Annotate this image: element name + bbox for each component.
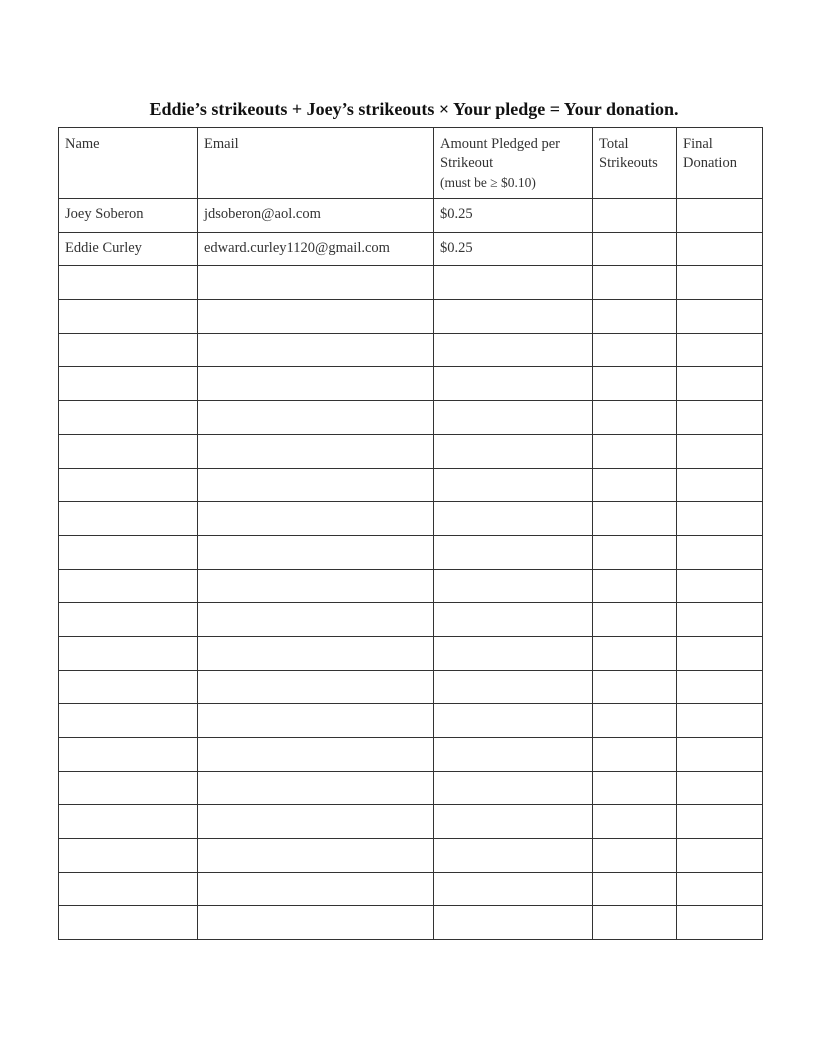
cell-total[interactable] <box>593 839 677 873</box>
cell-amount[interactable] <box>434 502 593 536</box>
cell-total[interactable] <box>593 300 677 334</box>
cell-name[interactable] <box>59 535 198 569</box>
cell-total[interactable] <box>593 434 677 468</box>
cell-total[interactable] <box>593 569 677 603</box>
table-row <box>59 468 763 502</box>
cell-name[interactable] <box>59 603 198 637</box>
cell-email[interactable] <box>198 333 434 367</box>
cell-name[interactable]: Joey Soberon <box>59 199 198 233</box>
cell-email[interactable]: jdsoberon@aol.com <box>198 199 434 233</box>
cell-name[interactable] <box>59 906 198 940</box>
cell-amount[interactable] <box>434 603 593 637</box>
table-row <box>59 906 763 940</box>
cell-amount[interactable] <box>434 906 593 940</box>
cell-total[interactable] <box>593 872 677 906</box>
cell-amount[interactable] <box>434 535 593 569</box>
cell-amount[interactable] <box>434 434 593 468</box>
cell-final[interactable] <box>677 300 763 334</box>
cell-total[interactable] <box>593 805 677 839</box>
cell-final[interactable] <box>677 872 763 906</box>
cell-email[interactable] <box>198 300 434 334</box>
cell-email[interactable] <box>198 535 434 569</box>
table-row <box>59 333 763 367</box>
cell-final[interactable] <box>677 199 763 233</box>
cell-amount[interactable] <box>434 300 593 334</box>
cell-email[interactable]: edward.curley1120@gmail.com <box>198 232 434 266</box>
cell-total[interactable] <box>593 199 677 233</box>
cell-final[interactable] <box>677 704 763 738</box>
header-final-donation: Final Donation <box>677 128 763 199</box>
cell-final[interactable] <box>677 367 763 401</box>
cell-amount[interactable] <box>434 670 593 704</box>
table-row <box>59 704 763 738</box>
cell-total[interactable] <box>593 535 677 569</box>
cell-final[interactable] <box>677 266 763 300</box>
cell-final[interactable] <box>677 401 763 435</box>
table-row <box>59 502 763 536</box>
cell-amount[interactable] <box>434 805 593 839</box>
cell-total[interactable] <box>593 670 677 704</box>
cell-final[interactable] <box>677 771 763 805</box>
cell-total[interactable] <box>593 906 677 940</box>
cell-amount[interactable] <box>434 839 593 873</box>
cell-total[interactable] <box>593 401 677 435</box>
table-row <box>59 636 763 670</box>
cell-total[interactable] <box>593 738 677 772</box>
cell-amount[interactable] <box>434 266 593 300</box>
header-amount-note: (must be ≥ $0.10) <box>440 175 536 190</box>
cell-email[interactable] <box>198 603 434 637</box>
cell-final[interactable] <box>677 434 763 468</box>
cell-name[interactable] <box>59 738 198 772</box>
cell-email[interactable] <box>198 434 434 468</box>
cell-email[interactable] <box>198 367 434 401</box>
pledge-table <box>58 127 763 940</box>
cell-amount[interactable] <box>434 872 593 906</box>
table-row <box>59 199 763 233</box>
cell-email[interactable] <box>198 872 434 906</box>
header-total-strikeouts: Total Strikeouts <box>593 128 677 199</box>
cell-total[interactable] <box>593 468 677 502</box>
cell-final[interactable] <box>677 333 763 367</box>
cell-name[interactable] <box>59 670 198 704</box>
cell-final[interactable] <box>677 839 763 873</box>
cell-name[interactable] <box>59 636 198 670</box>
cell-final[interactable] <box>677 535 763 569</box>
header-amount-label: Amount Pledged per Strikeout <box>440 136 561 171</box>
cell-amount[interactable] <box>434 468 593 502</box>
cell-email[interactable] <box>198 805 434 839</box>
cell-name[interactable] <box>59 401 198 435</box>
cell-email[interactable] <box>198 636 434 670</box>
cell-email[interactable] <box>198 771 434 805</box>
cell-email[interactable] <box>198 401 434 435</box>
cell-total[interactable] <box>593 603 677 637</box>
table-row <box>59 535 763 569</box>
table-row <box>59 569 763 603</box>
header-row <box>59 128 763 199</box>
cell-email[interactable] <box>198 502 434 536</box>
cell-final[interactable] <box>677 232 763 266</box>
cell-total[interactable] <box>593 704 677 738</box>
table-row <box>59 839 763 873</box>
cell-final[interactable] <box>677 636 763 670</box>
cell-final[interactable] <box>677 805 763 839</box>
cell-name[interactable] <box>59 805 198 839</box>
header-name: Name <box>59 128 198 199</box>
cell-amount[interactable] <box>434 367 593 401</box>
cell-name[interactable] <box>59 872 198 906</box>
table-row <box>59 805 763 839</box>
form-title: Eddie’s strikeouts + Joey’s strikeouts × Your pledge = Your donation. <box>149 99 679 119</box>
cell-amount[interactable] <box>434 704 593 738</box>
cell-email[interactable] <box>198 468 434 502</box>
cell-email[interactable] <box>198 569 434 603</box>
cell-name[interactable] <box>59 771 198 805</box>
table-row <box>59 434 763 468</box>
cell-total[interactable] <box>593 636 677 670</box>
cell-name[interactable] <box>59 468 198 502</box>
cell-name[interactable] <box>59 434 198 468</box>
cell-final[interactable] <box>677 603 763 637</box>
cell-final[interactable] <box>677 670 763 704</box>
cell-name[interactable] <box>59 300 198 334</box>
header-email: Email <box>198 128 434 199</box>
cell-amount[interactable] <box>434 333 593 367</box>
cell-email[interactable] <box>198 670 434 704</box>
table-row <box>59 232 763 266</box>
table-row <box>59 367 763 401</box>
cell-amount[interactable]: $0.25 <box>434 232 593 266</box>
cell-amount[interactable] <box>434 401 593 435</box>
cell-final[interactable] <box>677 502 763 536</box>
table-row <box>59 670 763 704</box>
cell-final[interactable] <box>677 738 763 772</box>
cell-amount[interactable]: $0.25 <box>434 199 593 233</box>
cell-total[interactable] <box>593 232 677 266</box>
cell-email[interactable] <box>198 738 434 772</box>
cell-email[interactable] <box>198 839 434 873</box>
table-row <box>59 603 763 637</box>
cell-email[interactable] <box>198 704 434 738</box>
cell-name[interactable] <box>59 704 198 738</box>
table-row <box>59 266 763 300</box>
cell-name[interactable] <box>59 839 198 873</box>
cell-final[interactable] <box>677 906 763 940</box>
table-row <box>59 300 763 334</box>
cell-total[interactable] <box>593 502 677 536</box>
cell-name[interactable] <box>59 502 198 536</box>
cell-name[interactable]: Eddie Curley <box>59 232 198 266</box>
cell-total[interactable] <box>593 266 677 300</box>
header-amount <box>434 128 593 199</box>
table-row <box>59 872 763 906</box>
cell-name[interactable] <box>59 266 198 300</box>
cell-total[interactable] <box>593 771 677 805</box>
cell-final[interactable] <box>677 569 763 603</box>
table-row <box>59 738 763 772</box>
cell-amount[interactable] <box>434 636 593 670</box>
cell-email[interactable] <box>198 906 434 940</box>
cell-email[interactable] <box>198 266 434 300</box>
cell-total[interactable] <box>593 333 677 367</box>
cell-amount[interactable] <box>434 569 593 603</box>
cell-amount[interactable] <box>434 738 593 772</box>
cell-name[interactable] <box>59 367 198 401</box>
cell-name[interactable] <box>59 569 198 603</box>
cell-name[interactable] <box>59 333 198 367</box>
cell-total[interactable] <box>593 367 677 401</box>
cell-final[interactable] <box>677 468 763 502</box>
table-row <box>59 401 763 435</box>
table-row <box>59 771 763 805</box>
cell-amount[interactable] <box>434 771 593 805</box>
